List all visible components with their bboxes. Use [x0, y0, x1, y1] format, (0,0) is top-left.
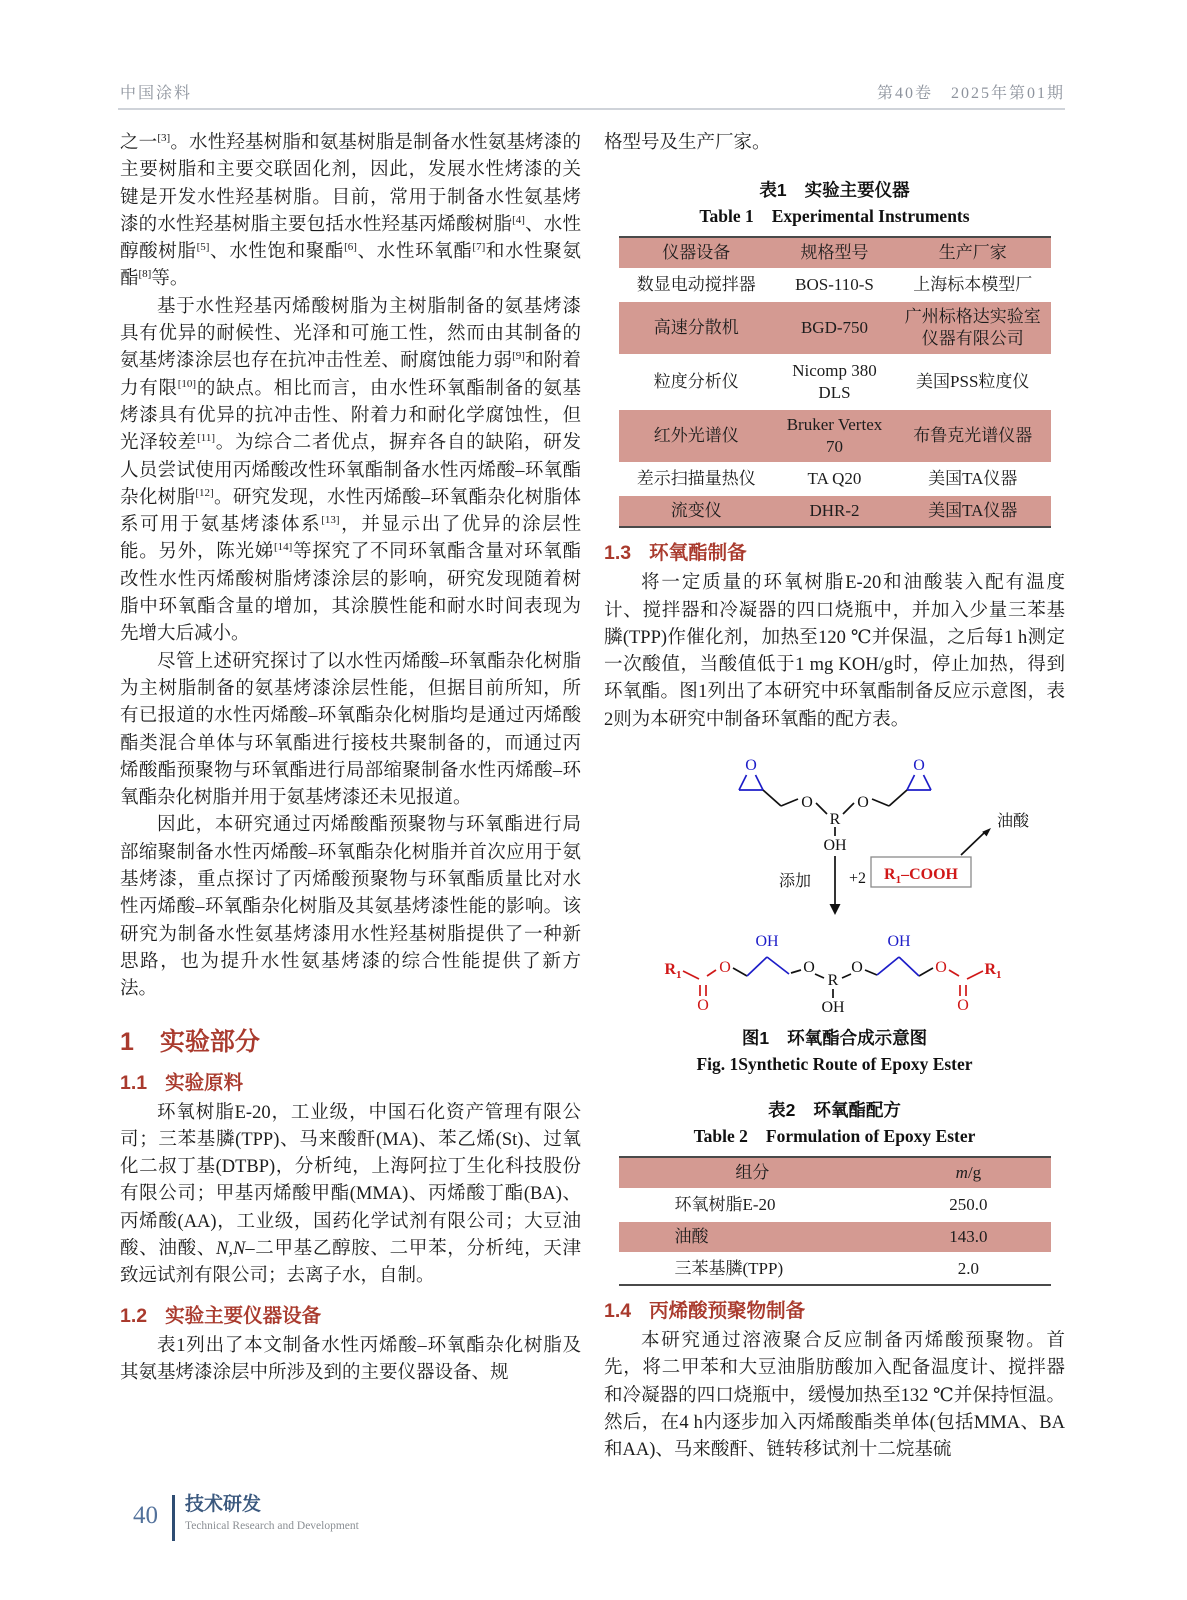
table-cell: BOS-110-S	[774, 269, 895, 301]
section-title: 实验部分	[159, 1027, 260, 1056]
table-cell: 数显电动搅拌器	[619, 269, 775, 301]
ether-oxygen-label: O	[800, 794, 813, 812]
hydroxyl-label: OH	[822, 837, 847, 855]
paragraph: 环氧树脂E-20，工业级，中国石化资产管理有限公司；三苯基膦(TPP)、马来酸酐(MA)、苯乙烯(St)、过氧化二叔丁基(DTBP)，分析纯，上海阿拉丁生化科技股份有限公司；甲基丙烯酸甲酯(MMA)、丙烯酸丁酯(BA)、丙烯酸(AA)，工业级，国药化学试剂有限公司；大豆油酸、油酸、N,N–二甲基乙醇胺、二甲苯，分析纯，天津致远试剂有限公司；去离子水，自制。	[120, 1102, 581, 1287]
carbonyl-oxygen-label: O	[696, 997, 709, 1015]
fatty-acid-formula: $R_1$–COOH	[883, 866, 958, 887]
section-number: 1.2	[120, 1304, 148, 1327]
column-header: m/g	[886, 1157, 1050, 1189]
table-row	[619, 409, 1051, 463]
table-cell: 上海标本模型厂	[895, 269, 1051, 301]
paragraph: 本研究通过溶液聚合反应制备丙烯酸预聚物。首先，将二甲苯和大豆油脂肪酸加入配备温度计、搅拌器和冷凝器的四口烧瓶中，缓慢加热至132 ℃并保持恒温。然后，在4 h内逐步加入丙烯酸酯类单体(包括MMA、BA和AA)、马来酸酐、链转移试剂十二烷基硫	[604, 1331, 1065, 1461]
table-cell: 布鲁克光谱仪器	[895, 409, 1051, 463]
hydroxyl-label: OH	[820, 999, 845, 1017]
r1-group-label: $R_1$	[983, 961, 1002, 982]
oleic-acid-label: 油酸	[996, 813, 1029, 831]
ether-oxygen-label: O	[802, 959, 815, 977]
table-row	[619, 1221, 1051, 1253]
paragraph: 之一[3]。水性羟基树脂和氨基树脂是制备水性氨基烤漆的主要树脂和主要交联固化剂，因此，发展水性烤漆的关键是开发水性羟基树脂。目前，常用于制备水性氨基烤漆的水性羟基树脂主要包括水性羟基丙烯酸树脂[4]、水性醇酸树脂[5]、水性饱和聚酯[6]、水性环氧酯[7]和水性聚氨酯[8]等。	[120, 131, 581, 290]
paragraph: 尽管上述研究探讨了以水性丙烯酸–环氧酯杂化树脂为主树脂制备的氨基烤漆涂层性能，但据目前所知，所有已报道的水性丙烯酸–环氧酯杂化树脂均是通过丙烯酸酯类混合单体与环氧酯进行接枝共聚制备的，而通过丙烯酸酯预聚物与环氧酯进行局部缩聚制备水性丙烯酸–环氧酯杂化树脂并用于氨基烤漆还未见报道。	[120, 651, 581, 809]
table-cell: 美国PSS粒度仪	[895, 355, 1051, 409]
footer-divider-bar	[172, 1495, 175, 1541]
table-header-row	[619, 237, 1051, 269]
hydroxyl-label: OH	[886, 933, 911, 951]
table-cell: 美国TA仪器	[895, 463, 1051, 495]
section-title: 实验原料	[165, 1071, 244, 1094]
instruments-table	[619, 236, 1051, 528]
table-cell: TA Q20	[774, 463, 895, 495]
header-rule	[118, 108, 1065, 110]
add-label: 添加	[778, 873, 811, 891]
table-row	[619, 269, 1051, 301]
table-row	[619, 463, 1051, 495]
table-cell: 广州标格达实验室仪器有限公司	[895, 301, 1051, 355]
table-cell: 143.0	[886, 1221, 1050, 1253]
table1-title-zh: 表1 实验主要仪器	[759, 180, 910, 201]
right-column	[604, 130, 1065, 1495]
table-cell: 2.0	[886, 1253, 1050, 1285]
r-group-label: R	[829, 811, 840, 829]
table-cell: Bruker Vertex 70	[774, 409, 895, 463]
figure1	[604, 744, 1065, 1077]
table-cell: DHR-2	[774, 495, 895, 527]
epoxide-oxygen-label: O	[744, 757, 757, 775]
table-cell: BGD-750	[774, 301, 895, 355]
paragraph: 格型号及生产厂家。	[604, 133, 771, 153]
footer-section-en: Technical Research and Development	[185, 1520, 359, 1532]
section-title: 实验主要仪器设备	[165, 1304, 322, 1327]
epoxide-oxygen-label: O	[912, 757, 925, 775]
section-heading-1-3	[604, 537, 1065, 565]
section-number: 1.1	[120, 1071, 148, 1094]
table2-title-en: Table 2 Formulation of Epoxy Ester	[693, 1126, 976, 1147]
table-row	[619, 301, 1051, 355]
section-number: 1.4	[604, 1300, 632, 1323]
ether-oxygen-label: O	[850, 959, 863, 977]
ester-oxygen-label: O	[718, 959, 731, 977]
epoxide-ring-left	[739, 775, 763, 790]
table-cell: 油酸	[619, 1221, 887, 1253]
oleic-acid-pointer	[961, 833, 984, 855]
table-cell: 高速分散机	[619, 301, 775, 355]
oleic-acid-pointer-head	[982, 828, 991, 836]
page-footer	[133, 1493, 359, 1541]
paragraph: 表1列出了本文制备水性丙烯酸–环氧酯杂化树脂及其氨基烤漆涂层中所涉及到的主要仪器设备、规	[120, 1335, 581, 1383]
table-cell: 250.0	[886, 1189, 1050, 1221]
reaction-arrowhead	[829, 904, 840, 915]
figure1-caption-en: Fig. 1Synthetic Route of Epoxy Ester	[696, 1054, 973, 1075]
column-header: 组分	[619, 1157, 887, 1189]
r1-group-label: $R_1$	[663, 961, 682, 982]
page-number: 40	[133, 1502, 158, 1529]
formulation-table	[619, 1156, 1051, 1286]
table-cell: 三苯基膦(TPP)	[619, 1253, 887, 1285]
table2-title-zh: 表2 环氧酯配方	[768, 1100, 901, 1121]
hydroxyl-label: OH	[754, 933, 779, 951]
table-row	[619, 495, 1051, 527]
r-group-label: R	[827, 972, 838, 990]
epoxy-ester-reaction-scheme	[615, 744, 1055, 1018]
table1-title-en: Table 1 Experimental Instruments	[699, 206, 970, 227]
table2-block	[619, 1097, 1051, 1286]
table-cell: 美国TA仪器	[895, 495, 1051, 527]
table-cell: 差示扫描量热仪	[619, 463, 775, 495]
section-heading-1-2	[120, 1300, 581, 1328]
column-header: 规格型号	[774, 237, 895, 269]
footer-section-zh: 技术研发	[185, 1494, 262, 1515]
figure1-caption-zh: 图1 环氧酯合成示意图	[741, 1028, 928, 1049]
table-row	[619, 355, 1051, 409]
table-header-row	[619, 1157, 1051, 1189]
section-heading-1-4	[604, 1295, 1065, 1323]
paragraph: 因此，本研究通过丙烯酸酯预聚物与环氧酯进行局部缩聚制备水性丙烯酸–环氧酯杂化树脂并首次应用于氨基烤漆，重点探讨了丙烯酸预聚物与环氧酯质量比对水性丙烯酸–环氧酯杂化树脂及其氨基烤漆性能的影响。该研究为制备水性氨基烤漆用水性羟基树脂提供了一种新思路，也为提升水性氨基烤漆的综合性能提供了新方法。	[120, 815, 581, 1000]
section-heading-1	[120, 1022, 581, 1058]
carbonyl-oxygen-label: O	[956, 997, 969, 1015]
running-head	[120, 80, 1065, 103]
table-cell: 环氧树脂E-20	[619, 1189, 887, 1221]
plus-two-label: +2	[848, 870, 866, 888]
table-cell: 粒度分析仪	[619, 355, 775, 409]
section-heading-1-1	[120, 1067, 581, 1095]
table-row	[619, 1253, 1051, 1285]
column-header: 生产厂家	[895, 237, 1051, 269]
section-title: 丙烯酸预聚物制备	[649, 1300, 806, 1323]
table-row	[619, 1189, 1051, 1221]
section-title: 环氧酯制备	[649, 542, 747, 565]
epoxide-ring-right	[907, 775, 931, 790]
paragraph: 基于水性羟基丙烯酸树脂为主树脂制备的氨基烤漆具有优异的耐候性、光泽和可施工性，然而由其制备的氨基烤漆涂层也存在抗冲击性差、耐腐蚀能力弱[9]和附着力有限[10]的缺点。相比而言，由水性环氧酯制备的氨基烤漆具有优异的抗冲击性、附着力和耐化学腐蚀性，但光泽较差[11]。为综合二者优点，摒弃各自的缺陷，研发人员尝试使用丙烯酸改性环氧酯制备水性丙烯酸–环氧酯杂化树脂[12]。研究发现，水性丙烯酸–环氧酯杂化树脂体系可用于氨基烤漆体系[13]，并显示出了优异的涂层性能。另外，陈光娣[14]等探究了不同环氧酯含量对环氧酯改性水性丙烯酸树脂烤漆涂层的影响，研究发现随着树脂中环氧酯含量的增加，其涂膜性能和耐水时间表现为先增大后减小。	[120, 296, 581, 645]
journal-name: 中国涂料	[120, 85, 193, 102]
ester-oxygen-label: O	[934, 959, 947, 977]
section-number: 1.3	[604, 542, 632, 565]
issue-info: 第40卷 2025年第01期	[876, 85, 1065, 102]
column-header: 仪器设备	[619, 237, 775, 269]
paragraph: 将一定质量的环氧树脂E-20和油酸装入配有温度计、搅拌器和冷凝器的四口烧瓶中，并加入少量三苯基膦(TPP)作催化剂，加热至120 ℃并保温，之后每1 h测定一次酸值，当酸值低于1 mg KOH/g时，停止加热，得到环氧酯。图1列出了本研究中环氧酯制备反应示意图，表2则为本研究中制备环氧酯的配方表。	[604, 573, 1065, 730]
table-cell: Nicomp 380 DLS	[774, 355, 895, 409]
table-cell: 流变仪	[619, 495, 775, 527]
table1-block	[619, 177, 1051, 528]
table-cell: 红外光谱仪	[619, 409, 775, 463]
section-number: 1	[120, 1027, 134, 1056]
left-column	[120, 130, 581, 1495]
ether-oxygen-label: O	[856, 794, 869, 812]
